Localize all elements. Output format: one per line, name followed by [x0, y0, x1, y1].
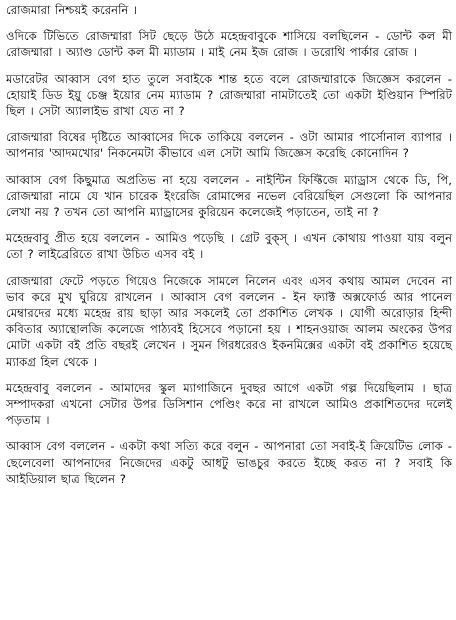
paragraph-4: রোজম্মারা বিষের দৃষ্টিতে আব্বাসের দিকে তাকিয়ে বললেন - ওটা আমার পার্সোনাল ব্যাপার । আপনার 'আদমখোর' নিকনেমটা কীভাবে এল সেটা আমি জিজ্ঞেস করেছি কোনোদিন ?	[6, 130, 452, 161]
paragraph-1: রোজমারা নিশ্চয়ই করেননি ।	[6, 3, 138, 17]
paragraph-8: মহেন্দ্রবাবু বললেন - আমাদের স্কুল ম্যাগাজিনে দুবছর আগে একটা গল্প দিয়েছিলাম । ছাত্র সম্পাদকরা এখনো সেটার উপর ডিসিশান পেণ্ডিং করে না রাখলে আমিও প্রকাশিতদের দলেই পড়তাম ।	[6, 380, 452, 428]
paragraph-5: আব্বাস বেগ কিছুমাত্র অপ্রতিভ না হয়ে বললেন - নাইন্টিন ফিফ্টিজে ম্যাড্রাস থেকে ডি, পি, রোজম্মারা নামে যে খান চারেক ইংরেজি রোমান্সের নভেল বেরিয়েছিল সেগুলো কি আপনার লেখা নয় ? তখন তো আপনি ম্যাড্রাসের কুরিয়েন কলেজেই পড়াতেন, তাই না ?	[6, 172, 452, 220]
paragraph-9: আব্বাস বেগ বললেন - একটা কথা সত্যি করে বলুন - আপনারা তো সবাই-ই ক্রিয়েটিভ লোক - ছেলেবেলা আপনাদের নিজেদের একটু আধটু ভাঙচুর করতে ইচ্ছে করত না ? সবাই কি আইডিয়াল ছাত্র ছিলেন ?	[6, 439, 452, 486]
paragraph-7: রোজম্মারা ফেটে পড়তে গিয়েও নিজেকে সামলে নিলেন এবং এসব কথায় আমল দেবেন না ভাব করে মুখ ঘুরিয়ে রাখলেন । আব্বাস বেগ বললেন - ইন ফ্যাক্ট অক্সফোর্ড আর পানেল মেম্বারদের মধ্যে মহেন্দ্র রায় ছাড়া আর সকলেই তো প্রকাশিত লেখক । যোগী অরোড়ার হিন্দী কবিতার অ্যান্থোলজি কলেজে পাঠ্যবই হিসেবে পড়ানো হয় । শাহনওয়াজ আলম অংকের উপর মোটা একটা বই প্রতি বছরই লেখেন । সুমন গিরধরেরও ইকনমিক্সের একটা বই প্রকাশিত হয়েছে ম্যাকগ্র হিল থেকে ।	[6, 273, 452, 369]
paragraph-6: মহেন্দ্রবাবু প্রীত হয়ে বললেন - আমিও পড়েছি । গ্রেট বুক্স্ । এখন কোথায় পাওয়া যায় বলুন তো ? লাইব্রেরিতে রাখা উচিত এসব বই ।	[6, 231, 452, 262]
paragraph-2: ওদিকে টিভিতে রোজম্মারা সিট ছেড়ে উঠে মহেন্দ্রবাবুকে শাসিয়ে বলছিলেন - ডোন্ট কল মী রোজম্মারা । অ্যাণ্ড ডোন্ট কল মী ম্যাডাম । মাই নেম ইজ রোজ । ডরোথি পার্কার রোজ ।	[6, 29, 452, 60]
paragraph-3: মডারেটর আব্বাস বেগ হাত তুলে সবাইকে শান্ত হতে বলে রোজম্মারাকে জিজ্ঞেস করলেন - হোয়াই ডিড ইয়ু চেঞ্জ ইয়োর নেম ম্যাডাম ? রোজম্মারা নামটাতেই তো একটা ইণ্ডিয়ান স্পিরিট ছিল । সেটা অ্যালাইভ রাখা যেত না ?	[6, 71, 452, 119]
